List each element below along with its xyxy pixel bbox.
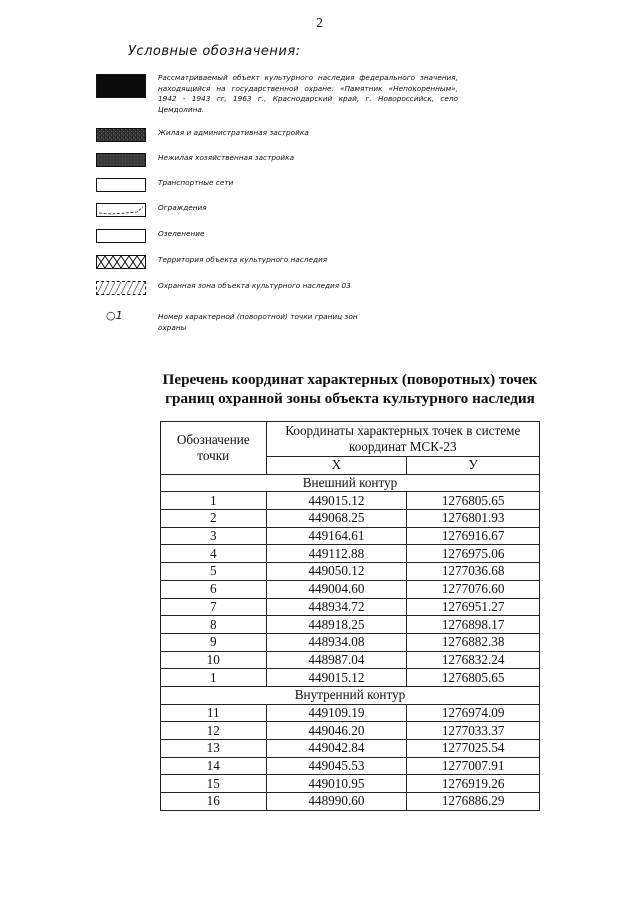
cell-y: 1276832.24 [407,651,540,669]
legend-swatch-diagonal-hatch [96,281,146,295]
table-row [161,757,540,775]
point-marker-label: 1 [115,309,123,322]
legend-item-point-marker [96,309,388,333]
legend-swatch-fence-line [96,203,146,217]
cell-point: 11 [161,704,267,722]
legend-item-text: Озеленение [158,229,205,238]
table-row [161,669,540,687]
table-row [161,510,540,528]
table-row [161,616,540,634]
cell-y: 1276898.17 [407,616,540,634]
cell-point: 5 [161,563,267,581]
column-header-y: У [407,457,540,475]
cell-y: 1276916.67 [407,527,540,545]
table-row [161,704,540,722]
section-title: Внутренний контур [161,686,540,704]
cell-point: 7 [161,598,267,616]
cell-x: 449042.84 [266,740,407,758]
cell-y: 1276919.26 [407,775,540,793]
legend-item-protected-zone [96,281,351,295]
cell-y: 1276882.38 [407,633,540,651]
cell-x: 448918.25 [266,616,407,634]
cell-point: 1 [161,492,267,510]
table-row [161,598,540,616]
column-header-point: Обозначение точки [161,422,267,475]
table-row [161,545,540,563]
legend-item-text: Территория объекта культурного наследия [158,255,328,264]
table-row [161,527,540,545]
cell-x: 449010.95 [266,775,407,793]
cell-y: 1276951.27 [407,598,540,616]
cell-y: 1277036.68 [407,563,540,581]
cell-point: 9 [161,633,267,651]
cell-point: 15 [161,775,267,793]
table-row [161,580,540,598]
cell-point: 1 [161,669,267,687]
coordinates-table [160,421,540,811]
legend-item-transport [96,178,233,192]
cell-x: 449004.60 [266,580,407,598]
legend-swatch-dark-solid [96,153,146,167]
table-row [161,492,540,510]
cell-x: 449015.12 [266,492,407,510]
table-heading-line-1: Перечень координат характерных (поворотных) точек [162,371,538,388]
cell-y: 1276801.93 [407,510,540,528]
cell-x: 448987.04 [266,651,407,669]
cell-point: 10 [161,651,267,669]
section-title: Внешний контур [161,474,540,492]
legend-swatch-dark-textured [96,128,146,142]
cell-point: 2 [161,510,267,528]
cell-point: 12 [161,722,267,740]
table-heading-line-2: границ охранной зоны объекта культурного наследия [165,390,535,407]
table-row [161,793,540,811]
legend-item-text: Транспортные сети [158,178,234,187]
legend-swatch-solid-black [96,74,146,98]
cell-x: 449045.53 [266,757,407,775]
table-row [161,722,540,740]
cell-y: 1277007.91 [407,757,540,775]
column-header-x: X [266,457,407,475]
cell-point: 8 [161,616,267,634]
legend-swatch-crosshatch [96,255,146,269]
cell-point: 16 [161,793,267,811]
cell-y: 1276975.06 [407,545,540,563]
legend-item-greenery [96,229,205,243]
cell-x: 448934.08 [266,633,407,651]
table-row [161,651,540,669]
cell-x: 449046.20 [266,722,407,740]
cell-x: 449112.88 [266,545,407,563]
column-header-coordinates: Координаты характерных точек в системе координат МСК-23 [266,422,539,457]
cell-point: 13 [161,740,267,758]
legend-title: Условные обозначения: [128,44,301,59]
cell-y: 1276805.65 [407,492,540,510]
legend-item-text: Номер характерной (поворотной) точки границ зон охраны [158,312,358,332]
cell-x: 449050.12 [266,563,407,581]
cell-y: 1276974.09 [407,704,540,722]
cell-point: 6 [161,580,267,598]
legend-item-residential [96,128,309,142]
circle-icon: ○ [106,309,116,322]
table-heading [150,370,550,408]
cell-y: 1277033.37 [407,722,540,740]
legend-item-text: Жилая и административная застройка [158,128,309,137]
cell-point: 3 [161,527,267,545]
page-number: 2 [316,16,323,31]
table-row [161,563,540,581]
table-row [161,775,540,793]
section-header-row [161,686,540,704]
legend-swatch-empty [96,178,146,192]
cell-x: 449109.19 [266,704,407,722]
legend-item-heritage-object [96,73,458,115]
legend-item-nonresidential [96,153,294,167]
cell-y: 1277076.60 [407,580,540,598]
table-row [161,740,540,758]
legend-item-text: Нежилая хозяйственная застройка [158,153,295,162]
legend-item-text: Охранная зона объекта культурного наследия 03 [158,281,351,290]
legend-item-heritage-territory [96,255,327,269]
point-marker-symbol [96,309,146,322]
cell-y: 1276805.65 [407,669,540,687]
cell-y: 1276886.29 [407,793,540,811]
legend-swatch-empty [96,229,146,243]
cell-x: 449164.61 [266,527,407,545]
cell-x: 449015.12 [266,669,407,687]
table-row [161,633,540,651]
cell-x: 449068.25 [266,510,407,528]
cell-point: 14 [161,757,267,775]
cell-y: 1277025.54 [407,740,540,758]
legend-item-fences [96,203,207,217]
legend-item-text: Ограждения [158,203,207,212]
cell-point: 4 [161,545,267,563]
legend-item-text: Рассматриваемый объект культурного наследия федерального значения, находящийся на государственной охране: «Памятник «Непокоренным», 1942 - 1943 гг, 1963 г., Краснодарский край, г. Новороссийск, село Цемдолина. [158,73,458,114]
cell-x: 448990.60 [266,793,407,811]
cell-x: 448934.72 [266,598,407,616]
section-header-row [161,474,540,492]
